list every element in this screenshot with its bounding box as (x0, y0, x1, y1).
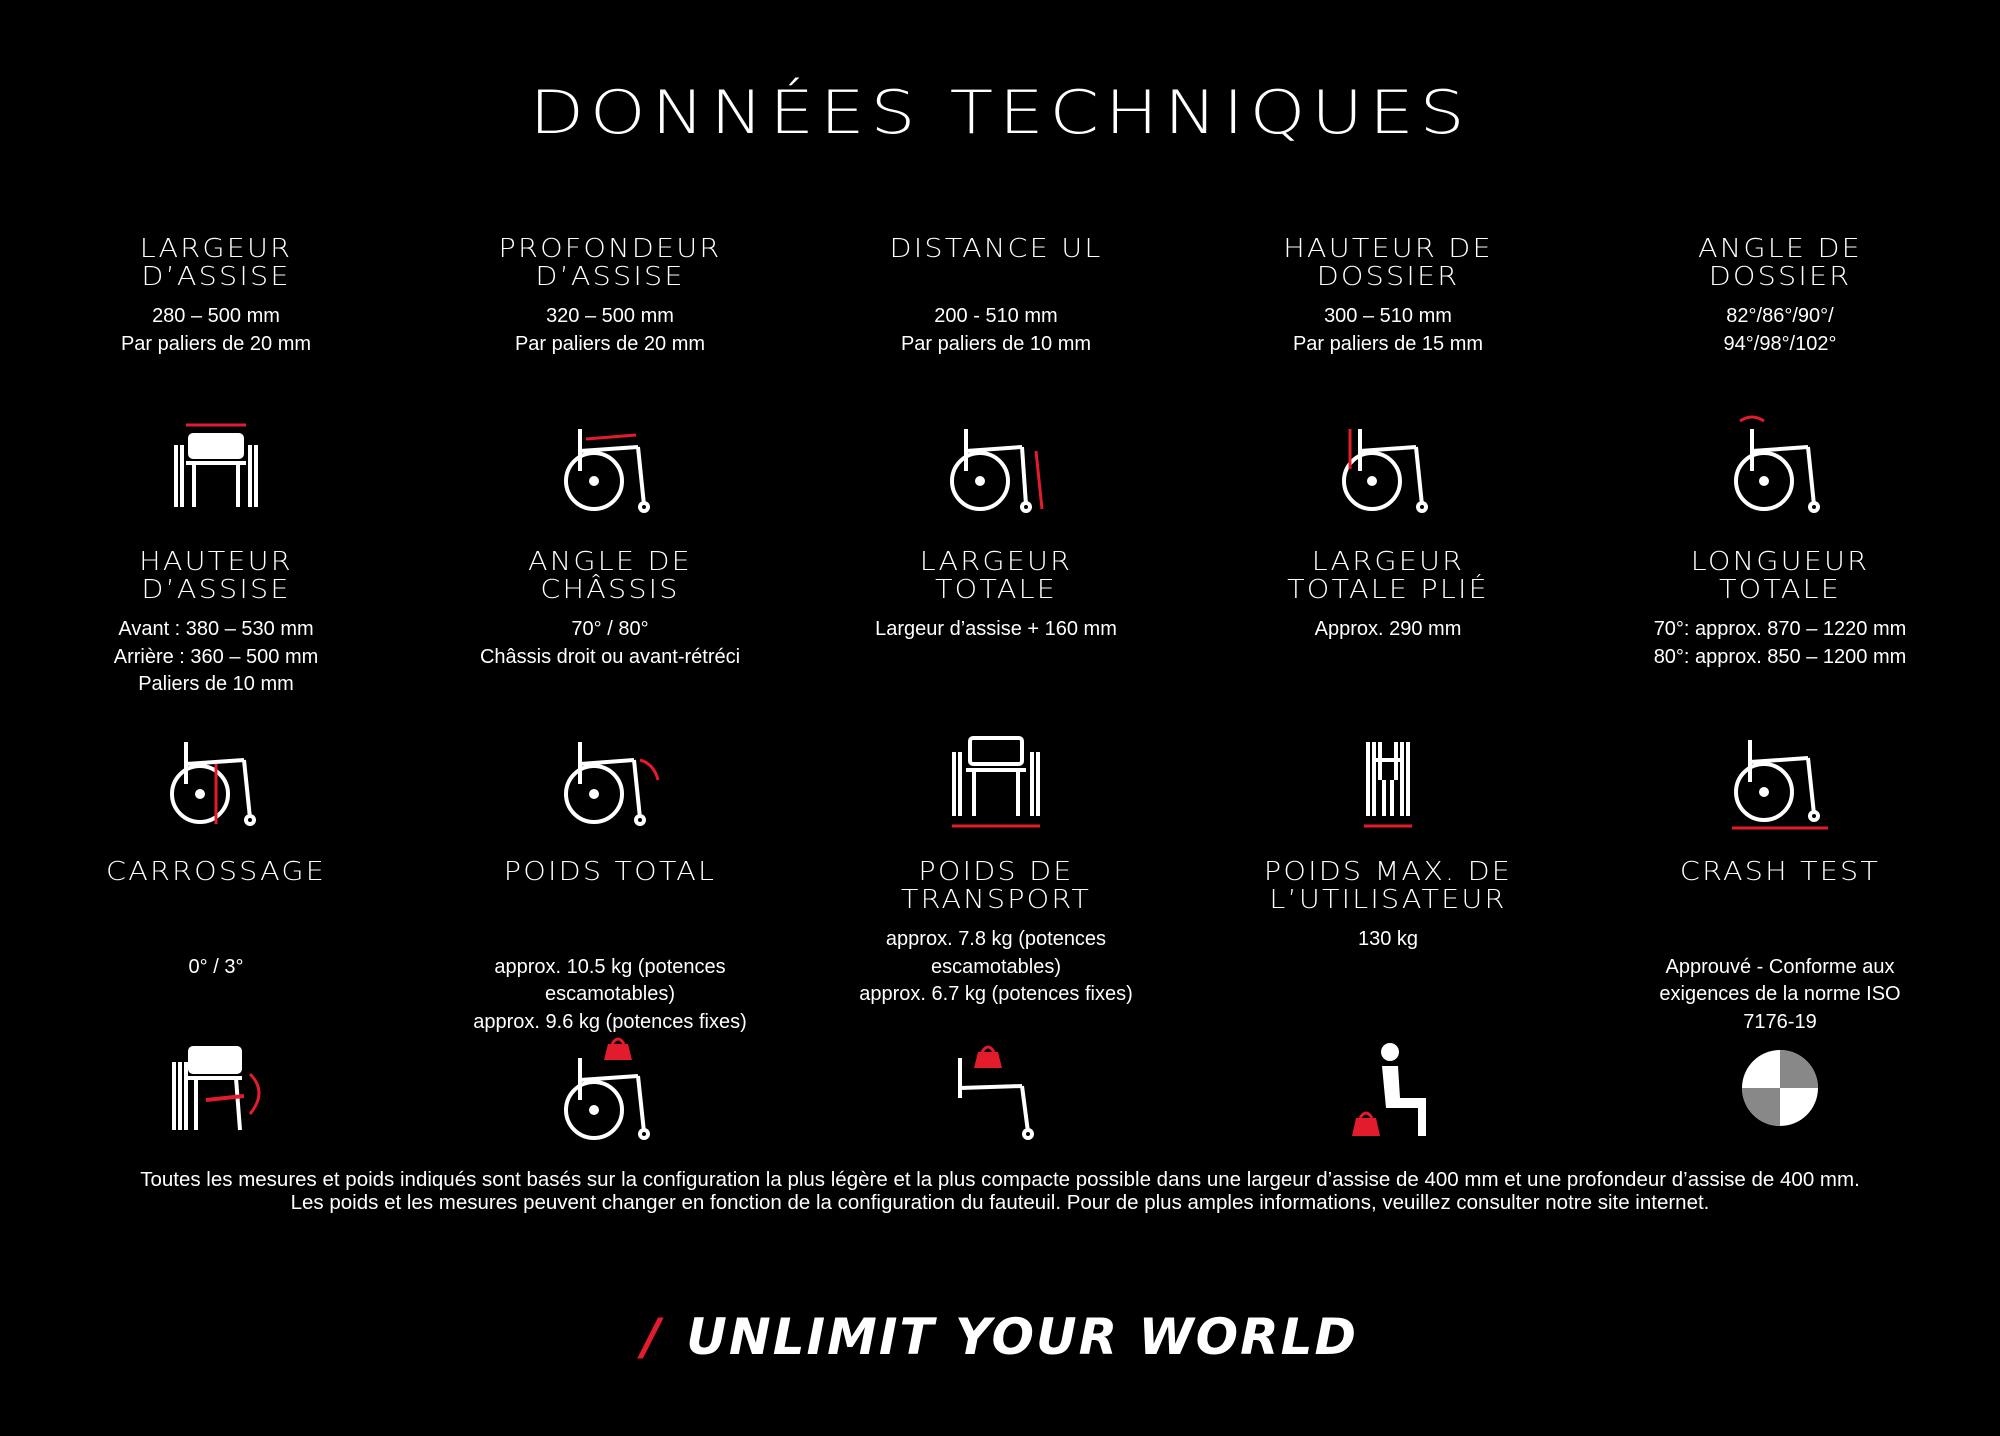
backrest-height-icon (1318, 395, 1458, 535)
tagline-text: UNLIMIT YOUR WORLD (686, 1308, 1358, 1366)
spec-title: ANGLE DE CHÂSSIS (528, 547, 692, 605)
spec-camber (31, 858, 401, 1168)
spec-title: LARGEUR D’ASSISE (139, 234, 293, 292)
spec-title: HAUTEUR DE DOSSIER (1283, 234, 1493, 292)
spec-value: 280 – 500 mm Par paliers de 20 mm (120, 305, 312, 355)
spec-max-user-weight (1203, 858, 1573, 1168)
spec-title: CARROSSAGE (106, 857, 326, 887)
disclaimer (0, 1168, 2000, 1214)
seat-depth-icon (540, 395, 680, 535)
spec-total-width (811, 548, 1181, 858)
folded-width-icon (1318, 708, 1458, 848)
spec-title: DISTANCE UL (889, 234, 1103, 264)
frame-angle-icon (540, 708, 680, 848)
spec-title: POIDS TOTAL (503, 857, 717, 887)
seat-width-icon (146, 395, 286, 535)
spec-backrest-height (1203, 235, 1573, 545)
spec-title: LONGUEUR TOTALE (1690, 547, 1870, 605)
tagline (0, 1308, 2000, 1366)
disclaimer-line-1: Toutes les mesures et poids indiqués sont basés sur la configuration la plus légère et la plus compacte possible dans une largeur d’assise de 400 mm et une profondeur d’assise de 400 mm. (140, 1168, 1860, 1191)
page-title: DONNÉES TECHNIQUES (529, 78, 1471, 148)
spec-value: approx. 10.5 kg (potences escamotables) approx. 9.6 kg (potences fixes) (473, 955, 747, 1033)
spec-total-weight (425, 858, 795, 1168)
crash-test-icon (1710, 1018, 1850, 1158)
spec-total-length (1595, 548, 1965, 858)
spec-value: 0° / 3° (188, 955, 244, 978)
spec-title: CRASH TEST (1679, 857, 1881, 887)
spec-folded-width (1203, 548, 1573, 858)
spec-ul-distance (811, 235, 1181, 545)
spec-title: POIDS DE TRANSPORT (900, 857, 1092, 915)
spec-title: PROFONDEUR D’ASSISE (498, 234, 722, 292)
spec-title: POIDS MAX. DE L’UTILISATEUR (1263, 857, 1513, 915)
spec-title: LARGEUR TOTALE (919, 547, 1073, 605)
seat-height-icon (146, 708, 286, 848)
spec-value: Approx. 290 mm (1314, 618, 1462, 640)
spec-value: 70° / 80° Châssis droit ou avant-rétréci (479, 618, 741, 668)
tagline-slash: / (641, 1308, 663, 1366)
total-length-icon (1710, 708, 1850, 848)
spec-value: approx. 7.8 kg (potences escamotables) approx. 6.7 kg (potences fixes) (859, 928, 1133, 1005)
spec-value: 82°/86°/90°/ 94°/98°/102° (1723, 305, 1837, 355)
spec-title: ANGLE DE DOSSIER (1698, 234, 1862, 292)
spec-crash-test (1595, 858, 1965, 1168)
spec-seat-depth (425, 235, 795, 545)
transport-weight-icon (926, 1018, 1066, 1158)
spec-backrest-angle (1595, 235, 1965, 545)
spec-value: Avant : 380 – 530 mm Arrière : 360 – 500 mm Paliers de 10 mm (113, 618, 319, 695)
spec-value: 200 - 510 mm Par paliers de 10 mm (900, 305, 1092, 355)
spec-value: 320 – 500 mm Par paliers de 20 mm (514, 305, 706, 355)
spec-value: 130 kg (1357, 928, 1419, 950)
spec-row-1 (0, 235, 2000, 555)
spec-row-2 (0, 548, 2000, 868)
spec-transport-weight (811, 858, 1181, 1168)
spec-seat-height (31, 548, 401, 858)
spec-row-3 (0, 858, 2000, 1178)
camber-icon (146, 1018, 286, 1158)
spec-seat-width (31, 235, 401, 545)
max-user-weight-icon (1318, 1018, 1458, 1158)
backrest-angle-icon (1710, 395, 1850, 535)
spec-value: Largeur d’assise + 160 mm (875, 618, 1117, 640)
spec-title: LARGEUR TOTALE PLIÉ (1287, 547, 1489, 605)
total-width-icon (926, 708, 1066, 848)
ul-distance-icon (926, 395, 1066, 535)
total-weight-icon (540, 1018, 680, 1158)
spec-frame-angle (425, 548, 795, 858)
spec-title: HAUTEUR D’ASSISE (139, 547, 293, 605)
spec-value: 70°: approx. 870 – 1220 mm 80°: approx. 850 – 1200 mm (1653, 618, 1907, 668)
spec-value: 300 – 510 mm Par paliers de 15 mm (1292, 305, 1484, 355)
disclaimer-line-2: Les poids et les mesures peuvent changer en fonction de la configuration du fauteuil. Pour de plus amples informations, veuillez consulter notre site internet. (290, 1191, 1710, 1214)
spec-value: Approuvé - Conforme aux exigences de la norme ISO 7176-19 (1659, 955, 1901, 1033)
